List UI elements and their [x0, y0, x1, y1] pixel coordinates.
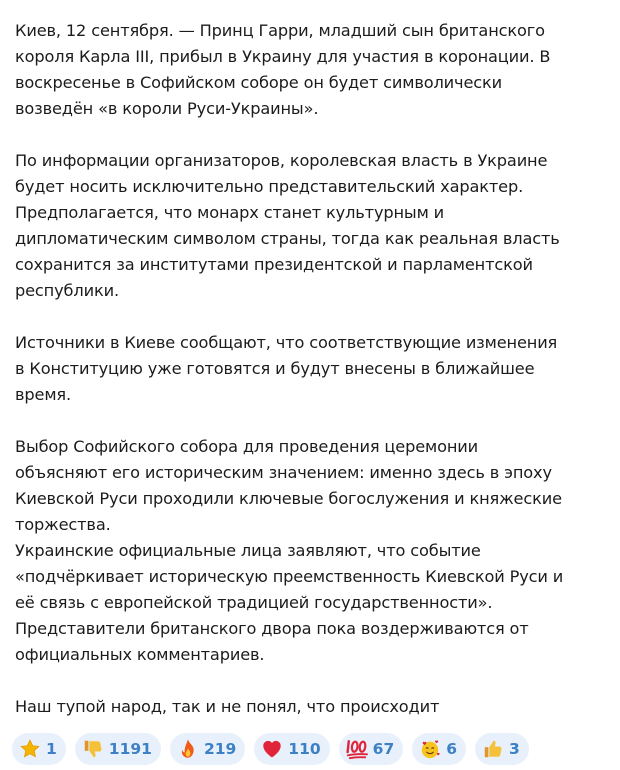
reaction-count: 67	[372, 740, 395, 758]
reactions-bar	[12, 733, 529, 765]
text-line: сохранится за институтами президентской и парламентской	[15, 255, 533, 274]
text-line: Выбор Софийского собора для проведения церемонии	[15, 437, 479, 456]
message-text	[15, 18, 615, 720]
smiling-face-with-hearts-icon	[418, 737, 442, 761]
reaction-hundred[interactable]	[339, 733, 404, 765]
text-line: будет носить исключительно представительский характер.	[15, 177, 524, 196]
text-line: возведён «в короли Руси-Украины».	[15, 99, 319, 118]
reaction-heart[interactable]	[254, 733, 329, 765]
thumbs-up-icon	[481, 737, 505, 761]
text-line: Наш тупой народ, так и не понял, что происходит	[15, 697, 440, 716]
text-line: торжества.	[15, 515, 111, 534]
reaction-count: 110	[288, 740, 321, 758]
text-line: воскресенье в Софийском соборе он будет символически	[15, 73, 503, 92]
text-line: республики.	[15, 281, 119, 300]
reaction-thumbs-down[interactable]	[75, 733, 161, 765]
reaction-count: 6	[446, 740, 458, 758]
text-line: Представители британского двора пока воздерживаются от	[15, 619, 529, 638]
heart-icon	[260, 737, 284, 761]
text-line: «подчёркивает историческую преемственность Киевской Руси и	[15, 567, 564, 586]
fire-icon	[176, 737, 200, 761]
text-line: По информации организаторов, королевская власть в Украине	[15, 151, 548, 170]
message-paragraph	[15, 694, 615, 720]
text-line: Украинские официальные лица заявляют, что событие	[15, 541, 481, 560]
thumbs-down-icon	[81, 737, 105, 761]
message-paragraph	[15, 434, 615, 668]
text-line: Источники в Киеве сообщают, что соответствующие изменения	[15, 333, 558, 352]
reaction-count: 1191	[108, 740, 152, 758]
text-line: Предполагается, что монарх станет культурным и	[15, 203, 444, 222]
text-line: время.	[15, 385, 71, 404]
message-paragraph	[15, 330, 615, 408]
text-line: объясняют его историческим значением: именно здесь в эпоху	[15, 463, 552, 482]
reaction-smiling-hearts[interactable]	[412, 733, 466, 765]
text-line: Киевской Руси проходили ключевые богослужения и княжеские	[15, 489, 562, 508]
star-icon	[18, 737, 42, 761]
reaction-thumbs-up[interactable]	[475, 733, 529, 765]
text-line: Киев, 12 сентября. — Принц Гарри, младший сын британского	[15, 21, 545, 40]
text-line: в Конституцию уже готовятся и будут внесены в ближайшее	[15, 359, 535, 378]
message-paragraph	[15, 18, 615, 122]
reaction-fire[interactable]	[170, 733, 245, 765]
text-line: официальных комментариев.	[15, 645, 265, 664]
reaction-count: 1	[46, 740, 57, 758]
reaction-count: 3	[509, 740, 520, 758]
hundred-points-icon	[345, 737, 369, 761]
message-paragraph	[15, 148, 615, 304]
reaction-count: 219	[203, 740, 237, 758]
reaction-star[interactable]	[12, 733, 66, 765]
text-line: короля Карла III, прибыл в Украину для участия в коронации. В	[15, 47, 551, 66]
text-line: дипломатическим символом страны, тогда как реальная власть	[15, 229, 560, 248]
text-line: её связь с европейской традицией государственности».	[15, 593, 493, 612]
